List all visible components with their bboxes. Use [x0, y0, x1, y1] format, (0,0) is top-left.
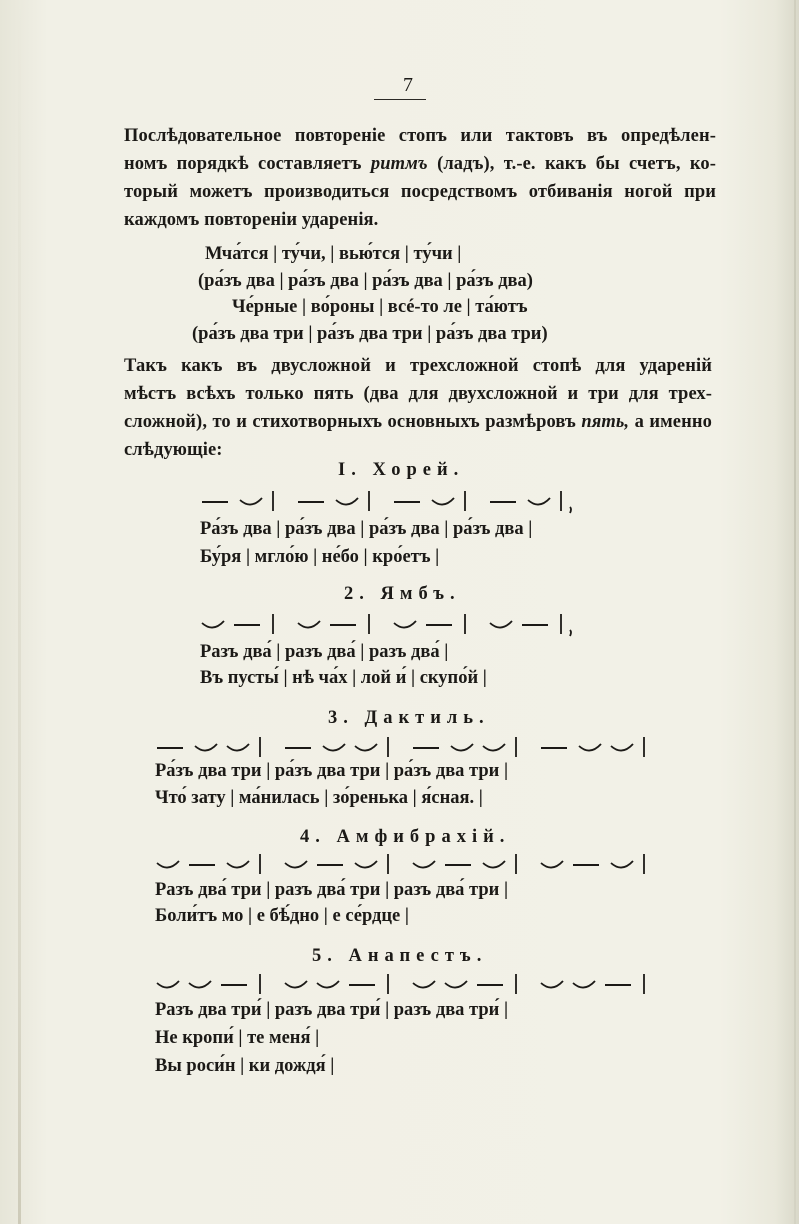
page-number: 7: [403, 74, 413, 96]
example-verse-line: Че́рные | во́роны | всé-то ле | та́ютъ: [232, 297, 528, 317]
example-verse-line: (ра́зъ два три | ра́зъ два три | ра́зъ два три): [192, 324, 548, 344]
second-line: мѣстъ всѣхъ только пять (два для двухсложной и три для трех-: [124, 384, 712, 404]
comma-mark: [570, 630, 571, 636]
second-line-five: сложной), то и стихотворныхъ основныхъ размѣровъ пять, а именно: [124, 412, 712, 432]
short-syllable-mark: [355, 861, 377, 868]
short-syllable-mark: [573, 981, 595, 988]
meter-scheme-trochee: [200, 487, 620, 515]
short-syllable-mark: [579, 744, 601, 751]
second-line: Такъ какъ въ двусложной и трехсложной стопѣ для удареній: [124, 356, 712, 376]
short-syllable-mark: [355, 744, 377, 751]
short-syllable-mark: [240, 498, 262, 505]
short-syllable-mark: [157, 981, 179, 988]
meter-line: Не кропи́ | те меня́ |: [155, 1028, 320, 1048]
second-paragraph: [124, 352, 712, 464]
short-syllable-mark: [227, 744, 249, 751]
italic-term: ритмъ: [370, 154, 428, 174]
short-syllable-mark: [227, 861, 249, 868]
meter-line: Разъ два три́ | разъ два три́ | разъ два три́ |: [155, 1000, 509, 1020]
meter-scheme-iamb: [200, 610, 620, 638]
short-syllable-mark: [432, 498, 454, 505]
short-syllable-mark: [413, 861, 435, 868]
example-verse-line: Мча́тся | ту́чи, | вью́тся | ту́чи |: [205, 244, 462, 264]
italic-term: пять,: [581, 412, 630, 432]
short-syllable-mark: [611, 861, 633, 868]
short-syllable-mark: [611, 744, 633, 751]
short-syllable-mark: [490, 621, 512, 628]
meter-line: Въ пусты́ | нѣ ча́х | лой и́ | скупо́й |: [200, 668, 487, 688]
meter-line: Бу́ря | мгло́ю | не́бо | кро́етъ |: [200, 547, 440, 567]
meter-title-amphibrach: 4. Амфибрахій.: [300, 827, 511, 847]
short-syllable-mark: [451, 744, 473, 751]
meter-scheme-anapest: [155, 970, 665, 998]
short-syllable-mark: [413, 981, 435, 988]
meter-line: Ра́зъ два три | ра́зъ два три | ра́зъ два три |: [155, 761, 509, 781]
scheme-graphic: [200, 610, 620, 638]
meter-title-trochee: I. Хорей.: [338, 460, 465, 480]
meter-line: Что́ зату | ма́нилась | зо́ренька | я́сная. |: [155, 788, 483, 808]
meter-line: Ра́зъ два | ра́зъ два | ра́зъ два | ра́зъ два |: [200, 519, 533, 539]
short-syllable-mark: [528, 498, 550, 505]
short-syllable-mark: [285, 981, 307, 988]
short-syllable-mark: [541, 861, 563, 868]
page-gutter-shadow: [18, 0, 21, 1224]
page-number-rule: [374, 99, 426, 100]
intro-line: каждомъ повтореніи ударенія.: [124, 210, 379, 230]
short-syllable-mark: [541, 981, 563, 988]
meter-line: Разъ два́ | разъ два́ | разъ два́ |: [200, 642, 449, 662]
intro-line: Послѣдовательное повтореніе стопъ или тактовъ въ опредѣлен-: [124, 126, 716, 146]
intro-paragraph: [124, 122, 716, 234]
meter-scheme-amphibrach: [155, 850, 665, 878]
short-syllable-mark: [483, 744, 505, 751]
short-syllable-mark: [298, 621, 320, 628]
short-syllable-mark: [394, 621, 416, 628]
short-syllable-mark: [483, 861, 505, 868]
comma-mark: [570, 507, 571, 513]
example-verse-line: (ра́зъ два | ра́зъ два | ра́зъ два | ра́зъ два): [198, 271, 533, 291]
short-syllable-mark: [285, 861, 307, 868]
short-syllable-mark: [323, 744, 345, 751]
intro-line-rhythm: номъ порядкѣ составляетъ ритмъ (ладъ), т.-е. какъ бы счетъ, ко-: [124, 154, 716, 174]
short-syllable-mark: [336, 498, 358, 505]
second-line: слѣдующіе:: [124, 440, 223, 460]
meter-title-anapest: 5. Анапестъ.: [312, 946, 488, 966]
meter-title-iamb: 2. Ямбъ.: [344, 584, 461, 604]
short-syllable-mark: [157, 861, 179, 868]
page-edge: [794, 0, 796, 1224]
short-syllable-mark: [189, 981, 211, 988]
meter-title-dactyl: 3. Дактиль.: [328, 708, 490, 728]
intro-line: торый можетъ производиться посредствомъ отбиванія ногой при: [124, 182, 716, 202]
meter-line: Разъ два́ три | разъ два́ три | разъ два́ три |: [155, 880, 509, 900]
meter-line: Вы роси́н | ки дождя́ |: [155, 1056, 335, 1076]
short-syllable-mark: [202, 621, 224, 628]
short-syllable-mark: [445, 981, 467, 988]
short-syllable-mark: [195, 744, 217, 751]
scheme-graphic: [155, 970, 665, 998]
meter-line: Боли́тъ мо | е бѣ́дно | е се́рдце |: [155, 906, 409, 926]
scheme-graphic: [200, 487, 620, 515]
scheme-graphic: [155, 850, 665, 878]
short-syllable-mark: [317, 981, 339, 988]
